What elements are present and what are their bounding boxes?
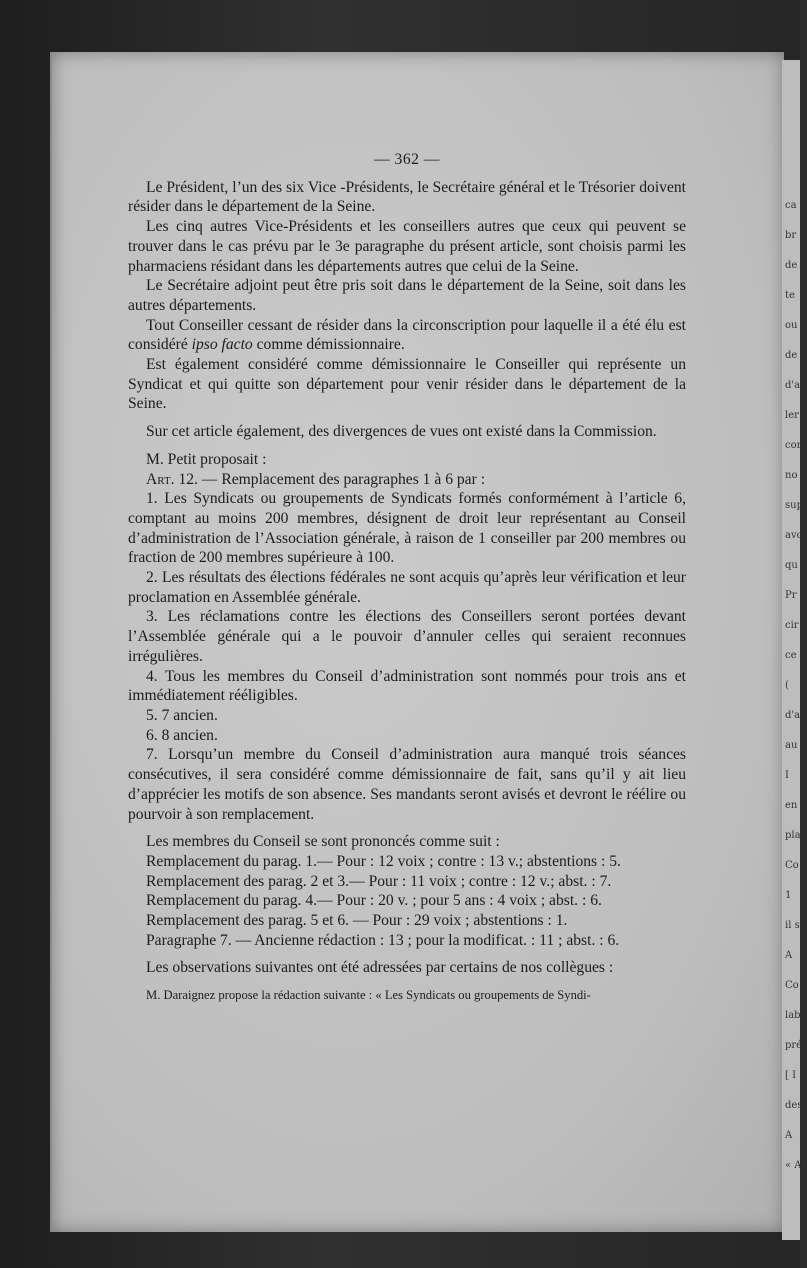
adjacent-page-fragment: pla <box>785 830 801 841</box>
vote-line: Remplacement du parag. 4.— Pour : 20 v. ; pour 5 ans : 4 voix ; abst. : 6. <box>146 892 602 910</box>
vote-line: Remplacement des parag. 2 et 3.— Pour : 11 voix ; contre : 12 v.; abst. : 7. <box>146 872 612 890</box>
paragraph: Sur cet article également, des divergences de vues ont existé dans la Commission. <box>146 423 657 441</box>
paragraph: Les membres du Conseil se sont prononcés comme suit : <box>146 833 500 851</box>
adjacent-page-fragment: en <box>785 800 798 811</box>
list-item: 1. Les Syndicats ou groupements de Syndicats formés conformément à l’article 6, comptant au moins 200 membres, désignent de droit leur représentant au Conseil d’administration de l’Association générale, à raison de 1 conseiller par 200 membres ou fraction de 200 membres supérieure à 100. <box>128 490 686 567</box>
list-item: 2. Les résultats des élections fédérales ne sont acquis qu’après leur vérification et leur proclamation en Assemblée générale. <box>128 569 686 606</box>
adjacent-page-fragment: des <box>785 1100 803 1111</box>
adjacent-page-fragment: « Av <box>785 1160 807 1171</box>
list-item: 4. Tous les membres du Conseil d’administration sont nommés pour trois ans et immédiatement rééligibles. <box>128 667 686 705</box>
paragraph: Tout Conseiller cessant de résider dans la circonscription pour laquelle il a été élu est considéré ipso facto comme démissionnaire. <box>128 316 686 354</box>
adjacent-page-fragment: ler <box>785 410 799 421</box>
paragraph: Le Président, l’un des six Vice -Présidents, le Secrétaire général et le Trésorier doivent résider dans le département de la Seine. <box>128 178 686 216</box>
adjacent-page-fragment: de <box>785 350 798 361</box>
article-heading: Art. 12. — Remplacement des paragraphes 1 à 6 par : <box>146 470 486 488</box>
adjacent-page-fragment: I <box>785 770 789 781</box>
adjacent-page-fragment: avc <box>785 530 803 541</box>
adjacent-page-fragment: ce <box>785 650 797 661</box>
adjacent-page-fragment: il s <box>785 920 800 931</box>
page-text <box>128 150 686 1004</box>
paragraph: M. Petit proposait : <box>146 450 267 468</box>
adjacent-page-fragment: Co <box>785 980 799 991</box>
paragraph: Les cinq autres Vice-Présidents et les conseillers autres que ceux qui peuvent se trouver dans le cas prévu par le 3e paragraphe du présent article, sont choisis parmi les pharmaciens résidant dans les départements autres que celui de la Seine. <box>128 218 686 275</box>
adjacent-page-fragment: lab <box>785 1010 801 1021</box>
adjacent-page-fragment: qu <box>785 560 798 571</box>
list-item: 5. 7 ancien. <box>146 706 218 724</box>
adjacent-page-fragment: de <box>785 260 798 271</box>
adjacent-page-fragment: d'a <box>785 380 801 391</box>
article-label: Art. 12. <box>146 470 198 488</box>
adjacent-page-fragment: no <box>785 470 798 481</box>
paragraph: Est également considéré comme démissionnaire le Conseiller qui représente un Syndicat et qui quitte son département pour venir résider dans le département de la Seine. <box>128 356 686 413</box>
adjacent-page-fragment: A <box>785 1130 793 1141</box>
vote-line: Remplacement du parag. 1.— Pour : 12 voix ; contre : 13 v.; abstentions : 5. <box>146 852 621 870</box>
footnote-paragraph: M. Daraignez propose la rédaction suivante : « Les Syndicats ou groupements de Syndi- <box>146 988 591 1003</box>
vote-line: Paragraphe 7. — Ancienne rédaction : 13 ; pour la modificat. : 11 ; abst. : 6. <box>146 931 620 949</box>
adjacent-page-fragment: d'a <box>785 710 801 721</box>
adjacent-page-fragment: A <box>785 950 793 961</box>
adjacent-page-fragment: ou <box>785 320 798 331</box>
list-item: 7. Lorsqu’un membre du Conseil d’administration aura manqué trois séances consécutives, il sera considéré comme démissionnaire de fait, sans qu’il y ait lieu d’apprécier les motifs de son absence. Ses mandants seront avisés et devront le réélire ou pourvoir à son remplacement. <box>128 746 686 823</box>
list-item: 6. 8 ancien. <box>146 726 218 744</box>
vote-line: Remplacement des parag. 5 et 6. — Pour : 29 voix ; abstentions : 1. <box>146 912 568 930</box>
adjacent-page-fragment: 1 <box>785 890 792 901</box>
paragraph: Les observations suivantes ont été adressées par certains de nos collègues : <box>146 959 614 977</box>
adjacent-page-fragment: au <box>785 740 798 751</box>
adjacent-page-fragment: sup <box>785 500 803 511</box>
adjacent-page-fragment: ( <box>785 680 789 691</box>
paragraph: Le Secrétaire adjoint peut être pris soit dans le département de la Seine, soit dans les autres départements. <box>128 277 686 314</box>
adjacent-page-fragment: br <box>785 230 797 241</box>
adjacent-page-fragment: ca <box>785 200 797 211</box>
list-item: 3. Les réclamations contre les élections des Conseillers seront portées devant l’Assemblée générale qui a le pouvoir d’annuler celles qui seraient reconnues irrégulières. <box>128 608 686 665</box>
adjacent-page-fragment: Co <box>785 860 799 871</box>
italic-text: ipso facto <box>191 336 253 354</box>
adjacent-page-fragment: cir <box>785 620 799 631</box>
adjacent-page-fragment: cor <box>785 440 802 451</box>
adjacent-page-edge <box>782 60 807 1240</box>
adjacent-page-fragment: Pr <box>785 590 797 601</box>
adjacent-page-fragment: [ I <box>785 1070 797 1081</box>
page-number: — 362 — <box>374 151 440 168</box>
adjacent-page-fragment: te <box>785 290 795 301</box>
adjacent-page-fragment: pré <box>785 1040 803 1051</box>
